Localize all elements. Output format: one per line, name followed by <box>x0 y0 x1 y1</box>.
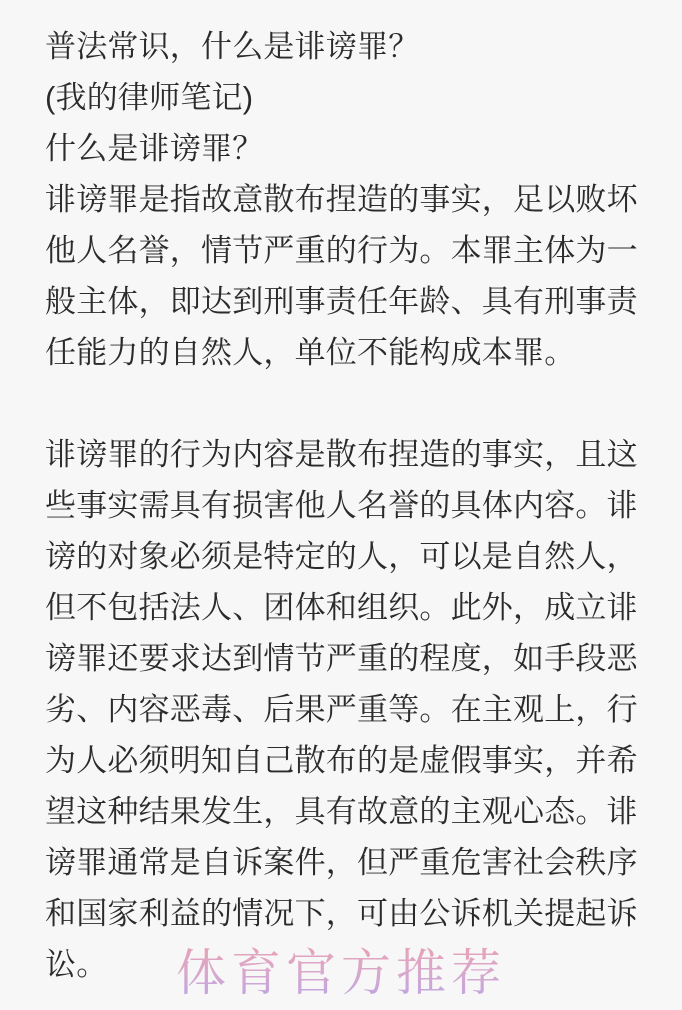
text-line: 什么是诽谤罪？ <box>45 131 264 166</box>
text-line: 为人必须明知自己散布的是虚假事实，并希 <box>45 743 638 778</box>
text-line: 谤罪还要求达到情节严重的程度，如手段恶 <box>45 641 638 676</box>
text-line: 谤的对象必须是特定的人，可以是自然人， <box>45 539 638 574</box>
text-line: 普法常识，什么是诽谤罪？ <box>45 29 420 64</box>
text-line <box>45 378 642 429</box>
text-line: 谤罪通常是自诉案件，但严重危害社会秩序 <box>45 845 638 880</box>
text-line: (我的律师笔记) <box>45 80 254 115</box>
text-line: 讼。 <box>45 947 108 982</box>
text-line: 和国家利益的情况下，可由公诉机关提起诉 <box>45 896 638 931</box>
text-line: 望这种结果发生，具有故意的主观心态。诽 <box>45 794 638 829</box>
text-line: 诽谤罪是指故意散布捏造的事实，足以败坏 <box>45 182 638 217</box>
text-line: 般主体，即达到刑事责任年龄、具有刑事责 <box>45 284 638 319</box>
text-line: 劣、内容恶毒、后果严重等。在主观上，行 <box>45 692 638 727</box>
text-line: 但不包括法人、团体和组织。此外，成立诽 <box>45 590 638 625</box>
article-text <box>45 21 642 990</box>
text-line: 些事实需具有损害他人名誉的具体内容。诽 <box>45 488 638 523</box>
text-line: 任能力的自然人，单位不能构成本罪。 <box>45 335 576 370</box>
text-line: 他人名誉，情节严重的行为。本罪主体为一 <box>45 233 638 268</box>
text-line: 诽谤罪的行为内容是散布捏造的事实，且这 <box>45 437 638 472</box>
watermark-text: 体育官方推荐 <box>176 933 506 1005</box>
